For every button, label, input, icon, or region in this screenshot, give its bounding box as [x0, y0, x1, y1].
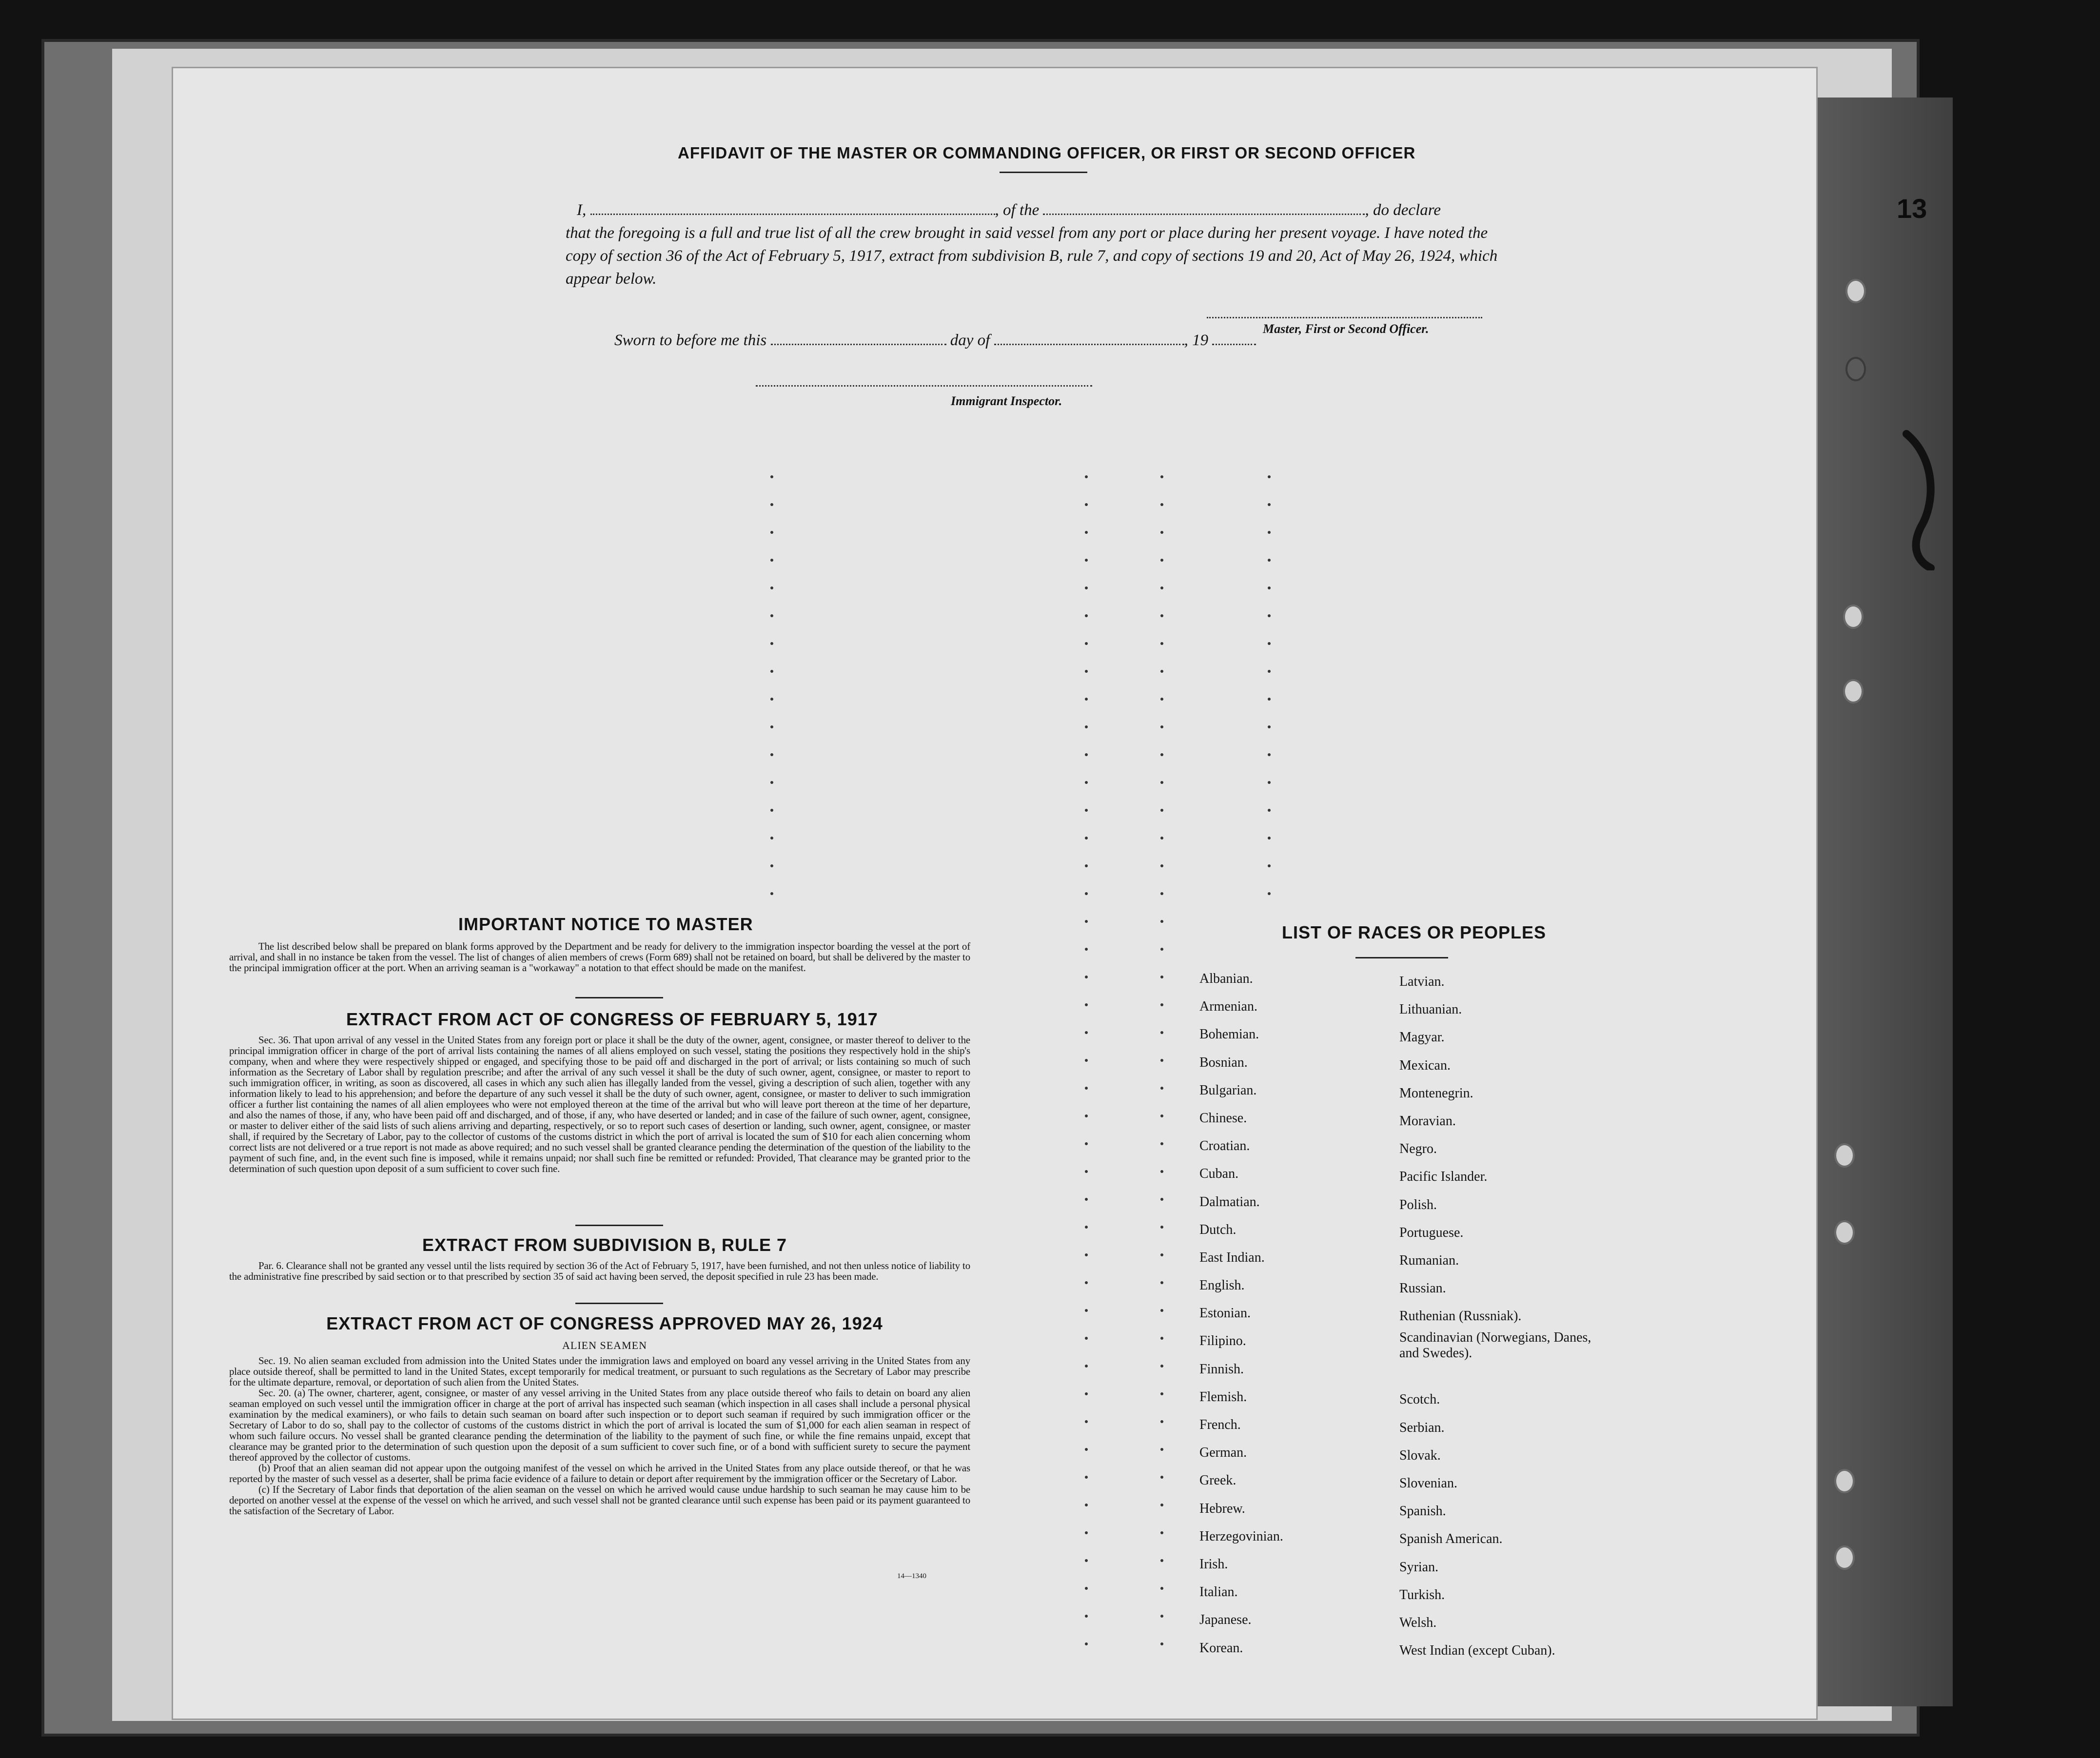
race-item: Portuguese. [1399, 1225, 1464, 1240]
guide-dot [1085, 1448, 1088, 1451]
guide-dot [1268, 892, 1271, 895]
guide-dot [1085, 1615, 1088, 1618]
guide-dot [770, 698, 773, 701]
inspector-label: Immigrant Inspector. [951, 394, 1062, 408]
race-item: Hebrew. [1199, 1501, 1245, 1516]
guide-dot [1085, 1253, 1088, 1256]
guide-dot [1268, 531, 1271, 534]
guide-dot [1085, 1114, 1088, 1117]
race-item: Albanian. [1199, 971, 1253, 986]
guide-dot [1160, 503, 1163, 506]
alien-seamen-subtitle: ALIEN SEAMEN [562, 1339, 647, 1351]
guide-dot [1085, 753, 1088, 756]
guide-dot [1160, 781, 1163, 784]
race-item: Montenegrin. [1399, 1085, 1473, 1101]
guide-dot [1085, 1392, 1088, 1395]
race-item: Italian. [1199, 1584, 1238, 1600]
guide-dot [1085, 698, 1088, 701]
guide-dot [1160, 614, 1163, 617]
guide-dot [1268, 559, 1271, 562]
race-item: Cuban. [1199, 1166, 1239, 1182]
inspector-signature-field[interactable] [756, 385, 1092, 387]
guide-dot [1160, 1170, 1163, 1173]
guide-dot [1268, 753, 1271, 756]
race-item: Flemish. [1199, 1389, 1247, 1405]
guide-dot [1085, 614, 1088, 617]
race-item: Welsh. [1399, 1615, 1437, 1630]
guide-dot [1160, 531, 1163, 534]
guide-dot [1160, 559, 1163, 562]
race-item: Russian. [1399, 1281, 1446, 1296]
guide-dot [1085, 531, 1088, 534]
race-item: Korean. [1199, 1640, 1243, 1656]
race-item: Spanish American. [1399, 1531, 1503, 1547]
declarant-name-field[interactable] [590, 214, 995, 215]
guide-dot [770, 809, 773, 812]
guide-dot [1160, 670, 1163, 673]
race-item: English. [1199, 1278, 1245, 1293]
guide-dot [1085, 1504, 1088, 1506]
extract-1924-text: Sec. 19. No alien seaman excluded from admission into the United States under the immigration laws and employed on board any vessel arriving in the United States from any place outside thereof, shall be permitted to land in the United States, except temporarily for medical treatment, or pursuant to such regulations as the Secretary of Labor may prescribe for the ultimate departure, removal, or deportation of such alien from the United States. Sec. 20. (a) The owner, charterer, agent, consignee, or master of any vessel arriving in the United States from any place outside thereof who fails to detain on board any alien seaman employed on such vessel until the immigration officer in charge at the port of arrival has inspected such seaman (which inspection in all cases shall include a personal physical examination by the medical examiners), or who fails to detain such seaman on board after such inspection or to deport such seaman if required by such immigration officer or the Secretary of Labor to do so, shall pay to the collector of customs of the customs district in which the port of arrival is located the sum of $1,000 for each alien seaman in respect of whom such failure occurs. No vessel shall be granted clearance pending the determination of the liability to the payment of such fine, or while the fine remains unpaid, except that clearance may be granted prior to the determination of such question upon the deposit of a sum sufficient to cover such fine, or of a bond with sufficient surety to secure the payment thereof approved by the collector of customs. (b) Proof that an alien seaman did not appear upon the outgoing manifest of the vessel on which he arrived in the United States from any place outside thereof, or that he was reported by the master of such vessel as a deserter, shall be prima facie evidence of a failure to detain or deport after requirement by the immigration officer or the Secretary of Labor. (c) If the Secretary of Labor finds that deportation of the alien seaman on the vessel on which he arrived would cause undue hardship to such seaman he may cause him to be deported on another vessel at the expense of the vessel on which he arrived, and such vessel shall not be granted clearance until such expense has been paid or its payment guaranteed to the satisfaction of the Secretary of Labor. [229, 1355, 970, 1517]
day-of-label: day of [950, 332, 990, 349]
guide-dot [1085, 1587, 1088, 1590]
guide-dot [1160, 475, 1163, 478]
affidavit-body: that the foregoing is a full and true list of all the crew brought in said vessel from any port or place during her present voyage. I have noted the copy of section 36 of the Act of February 5, 1917, extract from subdivision B, rule 7, and copy of sections 19 and 20, Act of May 26, 1924, which appear below. [566, 224, 1498, 288]
race-item: German. [1199, 1445, 1247, 1461]
guide-dot [1085, 503, 1088, 506]
subdivision-text: Par. 6. Clearance shall not be granted any vessel until the lists required by section 36 of the Act of February 5, 1917, have been furnished, and not then unless notice of liability to the administrative fine prescribed by said section or to that prescribed by section 35 of said act having been served, the deposit specified in rule 23 has been made. [229, 1260, 970, 1282]
guide-dot [1268, 809, 1271, 812]
guide-dot [1085, 1087, 1088, 1090]
guide-dot [1085, 1031, 1088, 1034]
race-item: Bosnian. [1199, 1055, 1248, 1070]
guide-dot [1160, 1281, 1163, 1284]
guide-dot [1268, 642, 1271, 645]
race-item: Scandinavian (Norwegians, Danes, and Swedes). [1399, 1330, 1591, 1361]
section-rule [575, 997, 663, 998]
guide-dot [1160, 725, 1163, 728]
subdivision-title: EXTRACT FROM SUBDIVISION B, RULE 7 [422, 1235, 787, 1255]
race-item: French. [1199, 1417, 1241, 1432]
guide-dot [1160, 1559, 1163, 1562]
guide-dot [1160, 864, 1163, 867]
race-item: Latvian. [1399, 974, 1445, 989]
punch-hole [1843, 605, 1864, 629]
punch-hole [1834, 1545, 1855, 1570]
guide-dot [1085, 1476, 1088, 1479]
guide-dot [1160, 1309, 1163, 1312]
guide-dot [1085, 920, 1088, 923]
guide-dot [1085, 642, 1088, 645]
sworn-line [614, 332, 1375, 350]
punch-hole [1834, 1220, 1855, 1245]
race-item: East Indian. [1199, 1250, 1265, 1265]
race-item: Rumanian. [1399, 1252, 1459, 1268]
guide-dot [770, 864, 773, 867]
race-item: Dutch. [1199, 1222, 1236, 1237]
guide-dot [1160, 1531, 1163, 1534]
guide-dot [1085, 781, 1088, 784]
guide-dot [770, 892, 773, 895]
race-item: Bohemian. [1199, 1027, 1259, 1042]
guide-dot [1160, 586, 1163, 589]
section-rule [575, 1225, 663, 1226]
guide-dot [1160, 753, 1163, 756]
guide-dot [1160, 1198, 1163, 1201]
guide-dot [770, 475, 773, 478]
guide-dot [1160, 1114, 1163, 1117]
guide-dot [1085, 1365, 1088, 1367]
guide-dot [1085, 475, 1088, 478]
guide-dot [1268, 837, 1271, 840]
guide-dot [1160, 1615, 1163, 1618]
guide-dot [1085, 586, 1088, 589]
guide-dot [1160, 1448, 1163, 1451]
guide-dot [770, 503, 773, 506]
race-item: Turkish. [1399, 1587, 1445, 1602]
guide-dot [1160, 1031, 1163, 1034]
guide-dot [1160, 1392, 1163, 1395]
guide-dot [1160, 1365, 1163, 1367]
guide-dot [1160, 1337, 1163, 1340]
race-item: Serbian. [1399, 1420, 1445, 1435]
punch-hole [1843, 679, 1864, 703]
guide-dot [1160, 1003, 1163, 1006]
race-item: Moravian. [1399, 1113, 1456, 1129]
race-item: Magyar. [1399, 1030, 1445, 1045]
guide-dot [770, 642, 773, 645]
guide-dot [1268, 614, 1271, 617]
do-declare-label: , do declare [1365, 201, 1441, 219]
guide-dot [770, 586, 773, 589]
guide-dot [1085, 1003, 1088, 1006]
race-item: Croatian. [1199, 1138, 1250, 1154]
guide-dot [1160, 1476, 1163, 1479]
guide-dot [770, 725, 773, 728]
race-item: Estonian. [1199, 1306, 1251, 1321]
guide-dot [1085, 1337, 1088, 1340]
title-rule [1000, 172, 1087, 173]
guide-dot [1160, 1087, 1163, 1090]
guide-dot [1085, 1059, 1088, 1062]
race-item: Armenian. [1199, 999, 1257, 1015]
race-item: Slovenian. [1399, 1476, 1457, 1491]
of-the-label: , of the [995, 201, 1040, 219]
race-item: Japanese. [1199, 1612, 1252, 1628]
guide-dot [1085, 725, 1088, 728]
guide-dot [1268, 864, 1271, 867]
guide-dot [1085, 559, 1088, 562]
guide-dot [1085, 1198, 1088, 1201]
race-item: Lithuanian. [1399, 1002, 1462, 1017]
ink-mark [1902, 429, 1941, 570]
extract-1924-title: EXTRACT FROM ACT OF CONGRESS APPROVED MAY 26, 1924 [326, 1313, 883, 1333]
guide-dot [770, 559, 773, 562]
affidavit-first-line [577, 199, 1516, 222]
race-item: Polish. [1399, 1197, 1437, 1212]
binder-edge [1816, 98, 1953, 1706]
guide-dot [1268, 670, 1271, 673]
guide-dot [1160, 892, 1163, 895]
sworn-label: Sworn to before me this [614, 332, 767, 349]
guide-dot [1085, 976, 1088, 978]
guide-dot [770, 531, 773, 534]
race-item: Pacific Islander. [1399, 1169, 1488, 1185]
sworn-date-field[interactable] [771, 344, 946, 345]
extract-1917-text: Sec. 36. That upon arrival of any vessel in the United States from any foreign port or place it shall be the duty of the owner, agent, consignee, or master thereof to deliver to the principal immigration officer in charge of the port of arrival lists containing the names of all aliens employed on such vessel, stating the positions they respectively hold in the ship's company, when and where they were respectively shipped or engaged, and specifying those to be paid off and discharged in the port of arrival; or lists containing so much of such information as the Secretary of Labor shall by regulation prescribe; and after the arrival of any such vessel it shall be the duty of such owner, agent, consignee, or master to report to such immigration officer, in writing, as soon as discovered, all cases in which any such alien has illegally landed from the vessel, giving a description of such alien, together with any information likely to lead to his apprehension; and before the departure of any such vessel it shall be the duty of such owner, agent, consignee, or master to deliver to such immigration officer a further list containing the names of all alien employees who were not employed thereon at the time of the arrival but who will leave port thereon at the time of her departure, and also the names of those, if any, who have been paid off and discharged, and of those, if any, who have deserted or landed; and in case of the failure of such owner, agent, consignee, or master to deliver either of the said lists of such aliens arriving and departing, respectively, or so to report such cases of desertion or landing, such owner, agent, consignee, or master shall, if required by the Secretary of Labor, pay to the collector of customs of the customs district in which the port of arrival is located the sum of $10 for each alien concerning whom correct lists are not delivered or a true report is not made as above required; and no such vessel shall be granted clearance pending the determination of the question of the liability to the payment of such fine, and, in the event such fine is imposed, while it remains unpaid; nor shall such fine be remitted or refunded: Provided, That clearance may be granted prior to the determination of such question upon deposit of a sum sufficient to cover such fine. [229, 1034, 970, 1174]
races-right-column [1399, 968, 1604, 1664]
guide-dot [1085, 1531, 1088, 1534]
guide-dot [1268, 725, 1271, 728]
guide-dot [1268, 781, 1271, 784]
guide-dot [770, 670, 773, 673]
race-item: Herzegovinian. [1199, 1528, 1283, 1544]
guide-dot [1160, 1642, 1163, 1645]
form-number: 14—1340 [897, 1572, 926, 1580]
guide-dot [1268, 503, 1271, 506]
guide-dot [1085, 1642, 1088, 1645]
section-rule [575, 1303, 663, 1304]
punch-hole [1834, 1143, 1855, 1168]
punch-hole [1834, 1469, 1855, 1493]
declarant-prefix: I, [577, 201, 587, 219]
signature-label: Master, First or Second Officer. [1263, 322, 1429, 336]
guide-dot [1085, 1281, 1088, 1284]
guide-dot [1085, 1420, 1088, 1423]
punch-hole [1845, 357, 1866, 381]
guide-dot [1085, 1170, 1088, 1173]
vessel-name-field[interactable] [1043, 214, 1365, 215]
guide-dot [770, 753, 773, 756]
guide-dot [1085, 1559, 1088, 1562]
race-item: Dalmatian. [1199, 1194, 1260, 1210]
race-item: Syrian. [1399, 1559, 1439, 1575]
guide-dot [1160, 642, 1163, 645]
guide-dot [1268, 475, 1271, 478]
race-item: Finnish. [1199, 1361, 1244, 1377]
race-item: Bulgarian. [1199, 1082, 1257, 1098]
notice-title: IMPORTANT NOTICE TO MASTER [458, 914, 753, 934]
race-item: West Indian (except Cuban). [1399, 1643, 1555, 1659]
race-item: Scotch. [1399, 1392, 1440, 1407]
guide-dot [1085, 892, 1088, 895]
guide-dot [1268, 698, 1271, 701]
guide-dot [1160, 837, 1163, 840]
year-label: , 19 [1184, 332, 1209, 349]
race-item: Slovak. [1399, 1447, 1441, 1463]
guide-dot [1085, 1142, 1088, 1145]
guide-dot [1085, 1309, 1088, 1312]
notice-text: The list described below shall be prepared on blank forms approved by the Department and be ready for delivery to the immigration inspector boarding the vessel at the port of arrival, and shall in no instance be taken from the vessel. The list of changes of alien members of crews (Form 689) shall not be retained on board, but shall be delivered by the master to the principal immigration officer at the port. When an arriving seaman is a "workaway" a notation to that effect should be made on the manifest. [229, 940, 970, 974]
races-title-rule [1355, 957, 1448, 958]
race-item: Filipino. [1199, 1333, 1246, 1349]
guide-dot [1085, 670, 1088, 673]
page-number: 13 [1897, 193, 1927, 224]
punch-hole [1845, 279, 1866, 303]
guide-dot [1160, 809, 1163, 812]
guide-dot [1160, 1253, 1163, 1256]
race-item: Negro. [1399, 1141, 1437, 1157]
guide-dot [1085, 864, 1088, 867]
guide-dot [1085, 1226, 1088, 1229]
sworn-year-field[interactable] [1212, 344, 1256, 345]
race-item: Irish. [1199, 1556, 1228, 1572]
guide-dot [1160, 698, 1163, 701]
race-item: Mexican. [1399, 1057, 1451, 1073]
race-item: Greek. [1199, 1473, 1236, 1488]
guide-dot [770, 781, 773, 784]
guide-dot [1085, 948, 1088, 951]
race-item: Chinese. [1199, 1110, 1247, 1126]
guide-dot [1160, 1587, 1163, 1590]
guide-dot [1160, 1504, 1163, 1506]
affidavit-title: AFFIDAVIT OF THE MASTER OR COMMANDING OFFICER, OR FIRST OR SECOND OFFICER [678, 144, 1416, 162]
guide-dot [1160, 1420, 1163, 1423]
guide-dot [770, 837, 773, 840]
signature-field[interactable] [1207, 317, 1482, 318]
guide-dot [1160, 976, 1163, 978]
guide-dot [1085, 837, 1088, 840]
guide-dot [1160, 1059, 1163, 1062]
extract-1917-title: EXTRACT FROM ACT OF CONGRESS OF FEBRUARY 5, 1917 [346, 1009, 878, 1029]
sworn-month-field[interactable] [994, 344, 1184, 345]
guide-dot [1160, 1142, 1163, 1145]
race-item: Ruthenian (Russniak). [1399, 1309, 1522, 1324]
guide-dot [1160, 1226, 1163, 1229]
guide-dot [1085, 809, 1088, 812]
races-left-column [1199, 965, 1283, 1662]
guide-dot [1160, 920, 1163, 923]
guide-dot [1268, 586, 1271, 589]
affidavit-text [566, 199, 1516, 291]
race-item: Spanish. [1399, 1504, 1446, 1519]
guide-dot [1160, 948, 1163, 951]
races-title: LIST OF RACES OR PEOPLES [1281, 922, 1547, 942]
guide-dot [770, 614, 773, 617]
